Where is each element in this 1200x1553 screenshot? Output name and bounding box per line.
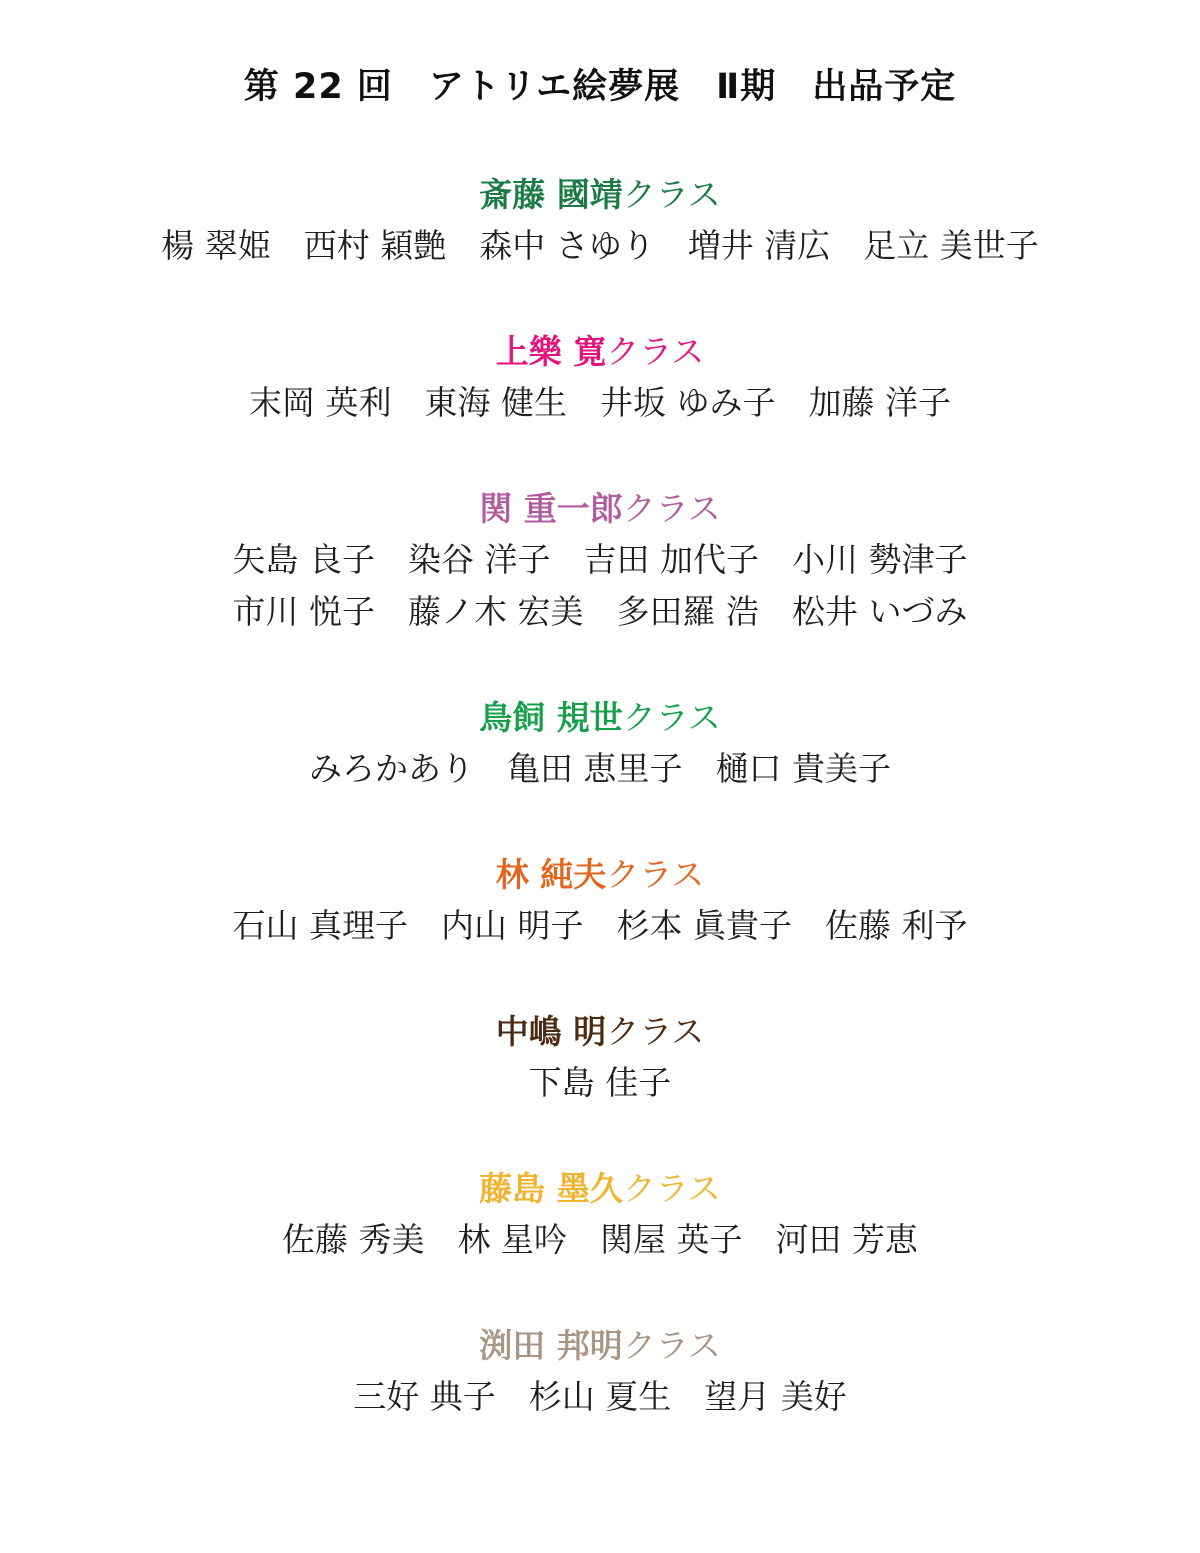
member-row: 三好 典子 杉山 夏生 望月 美好 [353, 1377, 847, 1416]
class-heading [0, 327, 1200, 377]
class-suffix: クラス [622, 698, 721, 737]
class-heading [0, 850, 1200, 900]
class-section [0, 850, 1200, 952]
class-section [0, 327, 1200, 429]
class-heading [0, 1321, 1200, 1371]
class-section [0, 170, 1200, 272]
member-row: みろかあり 亀田 恵里子 樋口 貴美子 [309, 749, 891, 788]
class-suffix: クラス [622, 1326, 721, 1365]
class-section [0, 693, 1200, 795]
teacher-name: 渕田 邦明 [479, 1326, 623, 1365]
member-row: 楊 翠姫 西村 穎艶 森中 さゆり 増井 清広 足立 美世子 [161, 226, 1039, 265]
teacher-name: 関 重一郎 [479, 489, 623, 528]
class-section [0, 1007, 1200, 1109]
class-suffix: クラス [606, 1012, 705, 1051]
teacher-name: 林 純夫 [495, 855, 607, 894]
class-section [0, 484, 1200, 638]
member-row: 下島 佳子 [528, 1063, 672, 1102]
class-heading [0, 170, 1200, 220]
class-suffix: クラス [622, 1169, 721, 1208]
member-row: 矢島 良子 染谷 洋子 吉田 加代子 小川 勢津子 [232, 540, 968, 579]
member-row: 末岡 英利 東海 健生 井坂 ゆみ子 加藤 洋子 [249, 383, 951, 422]
teacher-name: 中嶋 明 [495, 1012, 607, 1051]
class-suffix: クラス [622, 489, 721, 528]
class-heading [0, 1007, 1200, 1057]
class-section [0, 1321, 1200, 1423]
class-suffix: クラス [606, 332, 705, 371]
member-row: 市川 悦子 藤ノ木 宏美 多田羅 浩 松井 いづみ [232, 592, 968, 631]
class-heading [0, 484, 1200, 534]
class-heading [0, 1164, 1200, 1214]
page-title: 第 22 回 アトリエ絵夢展 Ⅱ期 出品予定 [243, 67, 957, 107]
teacher-name: 斎藤 國靖 [479, 175, 623, 214]
class-heading [0, 693, 1200, 743]
class-sections [0, 170, 1200, 1423]
teacher-name: 上樂 寛 [495, 332, 607, 371]
class-suffix: クラス [606, 855, 705, 894]
member-row: 石山 真理子 内山 明子 杉本 眞貴子 佐藤 利予 [232, 906, 968, 945]
class-section [0, 1164, 1200, 1266]
class-suffix: クラス [622, 175, 721, 214]
teacher-name: 藤島 墨久 [479, 1169, 623, 1208]
teacher-name: 鳥飼 規世 [479, 698, 623, 737]
member-row: 佐藤 秀美 林 星吟 関屋 英子 河田 芳恵 [282, 1220, 918, 1259]
